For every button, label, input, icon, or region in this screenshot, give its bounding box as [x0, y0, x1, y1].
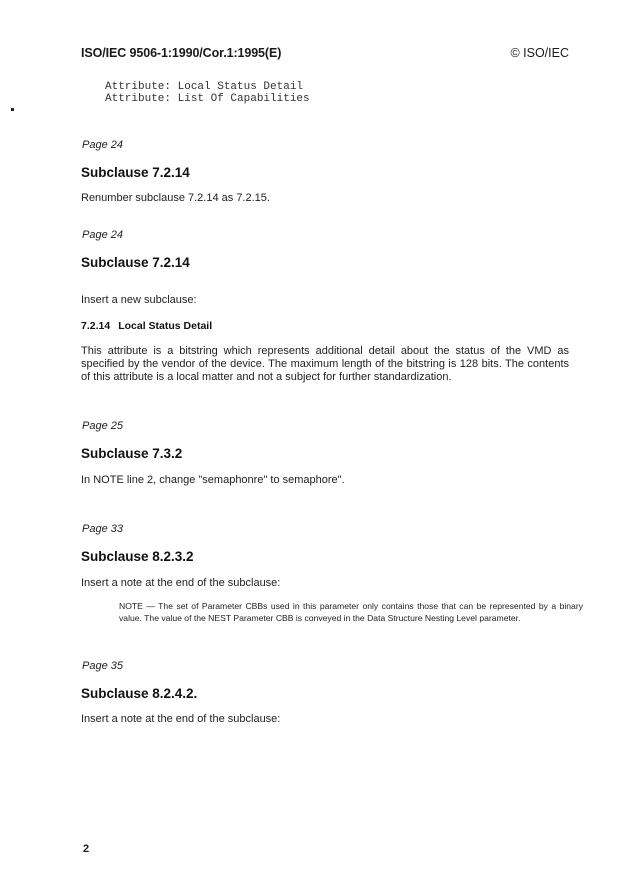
instruction-text: Renumber subclause 7.2.14 as 7.2.15. — [81, 192, 270, 204]
page-reference: Page 35 — [82, 660, 123, 672]
subclause-heading: Subclause 7.2.14 — [81, 165, 190, 180]
instruction-text: In NOTE line 2, change "semaphonre" to semaphore". — [81, 474, 345, 486]
instruction-text: Insert a note at the end of the subclause: — [81, 577, 281, 589]
note-text: NOTE — The set of Parameter CBBs used in this parameter only contains those that can be represented by a binary value. The value of the NEST Parameter CBB is conveyed in the Data Structure Nesting Level parameter. — [119, 601, 583, 623]
scan-artifact — [11, 108, 14, 111]
page-reference: Page 24 — [82, 229, 123, 241]
instruction-text: Insert a note at the end of the subclause: — [81, 713, 281, 725]
subclause-heading: Subclause 8.2.4.2. — [81, 686, 198, 701]
new-subclause-number: 7.2.14 — [81, 320, 111, 332]
page-reference: Page 24 — [82, 139, 123, 151]
instruction-text: Insert a new subclause: — [81, 294, 197, 306]
code-line: Attribute: Local Status Detail — [105, 81, 304, 93]
subclause-heading: Subclause 8.2.3.2 — [81, 549, 194, 564]
subclause-paragraph: This attribute is a bitstring which represents additional detail about the status of the VMD as specified by the vendor of the device. The maximum length of the bitstring is 128 bits. The contents of this attribute is a local matter and not a subject for further standardization. — [81, 345, 569, 383]
new-subclause-title: Local Status Detail — [118, 320, 213, 332]
code-line: Attribute: List Of Capabilities — [105, 93, 310, 105]
subclause-heading: Subclause 7.2.14 — [81, 255, 190, 270]
new-subclause-heading — [81, 320, 212, 332]
subclause-heading: Subclause 7.3.2 — [81, 446, 183, 461]
document-id: ISO/IEC 9506-1:1990/Cor.1:1995(E) — [81, 46, 282, 60]
page-reference: Page 25 — [82, 420, 123, 432]
copyright-notice: © ISO/IEC — [510, 46, 569, 60]
page-reference: Page 33 — [82, 523, 123, 535]
page-number: 2 — [83, 843, 90, 855]
